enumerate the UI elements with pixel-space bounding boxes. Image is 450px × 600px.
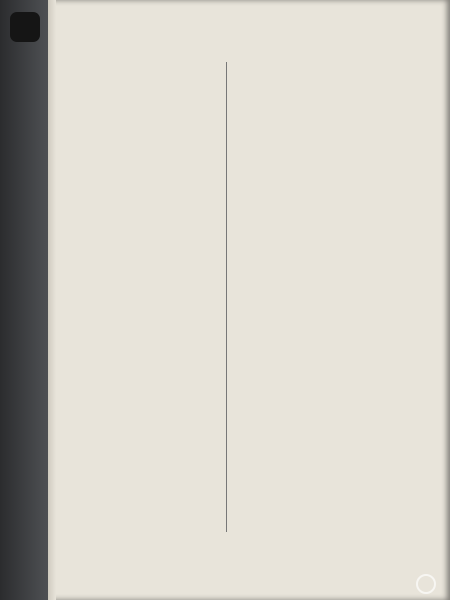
book-page: [48, 0, 450, 600]
watermark: [416, 574, 440, 594]
page-spine-shadow: [48, 0, 56, 600]
watermark-icon: [416, 574, 436, 594]
column-divider: [226, 62, 227, 532]
photo-badge: [10, 12, 40, 42]
